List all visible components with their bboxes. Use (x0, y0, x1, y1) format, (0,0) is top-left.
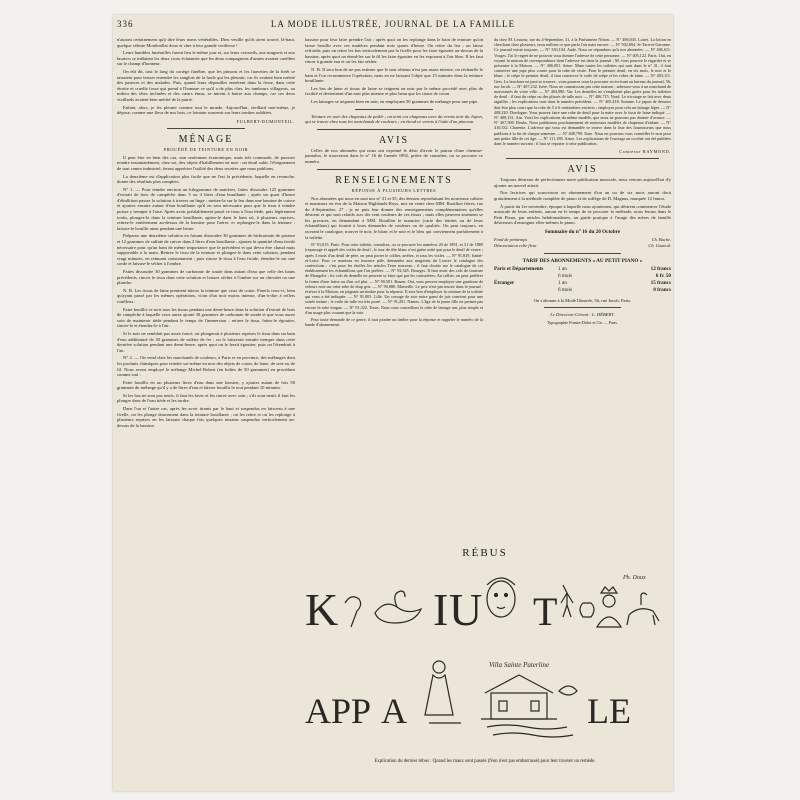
column-left (117, 37, 295, 430)
summary-label: Fond de printemps (494, 237, 528, 243)
section-title-avis-2: AVIS (567, 164, 598, 176)
paragraph: N° 2. — On vend chez les marchands de couleurs, à Paris et en province, des mélanges dont les produits chimiques pour teindre soi-même en noir des objets de coton, de laine, de soie ou de fil. Nous avons employé le mélange Michel-Robert (en boîtes de 50 grammes) en procédant comme suit : (117, 355, 295, 378)
paragraph: n'auront certainement qu'à dire leurs noms vénérables. Dieu veuille qu'ils aient trouvé, là-haut, quelque céleste Montbaillat doux et cher à leur grande vieillesse ! (117, 37, 295, 48)
svg-text:I: I (433, 584, 449, 635)
face-picture (487, 578, 515, 617)
paragraph: Faire bouillir ce noir tous les tissus pendant une demi-heure dans la solution d'extrait de bois de campêche à laquelle vous aurez ajouté 30 grammes de carbonate de soude et que vous aurez soin de maintenir tiède pendant le temps de l'immersion ; retirez le tissu, faites-le égoutter, rincez-le et étendez-le à l'air. (117, 306, 295, 329)
summary-label: Dénonciation celle fleur (494, 242, 537, 248)
tariff-row (494, 273, 671, 280)
paragraph: Nos abonnées qui nous en sont nos n° 31 et 35, des dessins reproduisant les nouveaux cahiers et manteaux en écu de la Maison Highlands-Roys, mis en vente chez MM. Rouillon frères, rue du 4-Septembre, 27 ; je ne puis leur donner des renseignements complémentaires qu'elles désirent et qui sont relatifs aux dix-cent couleurs de ces tissus ; mais elles peuvent aisément se les procurer, en demandant à MM. Rouillon le nuancier (carte des teintes ou de leurs échantillons) qui fournit à leurs demandes de couleurs ou de qualités. On peut toujours, en ouvrant le catalogue, trouver le noir, le blanc et le noir et le bleu qui conviennent parfaitement à la toilette. (305, 195, 483, 240)
paragraph: Si le noir ne semblait pas assez foncé, on plongerait à plusieurs reprises le tissu dans un bain d'eau additionné de 30 grammes de sulfate de fer ; on le laisserait ensuite tremper dans cette dernière solution pendant une demi-heure, après quoi on le ferait égoutter, puis on l'étendrait à l'air. (117, 330, 295, 353)
section-subtitle: PROCÉDÉ DE TEINTURE EN NOIR (163, 146, 249, 152)
rebus-caption: Explication du dernier rébus : Quand les maux sont passés (Non n'est pas embarrassé) pour leur trouver un remède. (374, 759, 596, 764)
paragraph: On eût dit, tout le long du cortège funèbre, que les pinsons et les fauvettes de la forêt se taisaient pour laisser entendre les sanglots de la foule qui les pleurait, car ils avaient bien mérité des pauvres et des malades. Puis, quand leurs dépouilles entrèrent dans la fosse, dans cette étroite et cruelle fosse qui prend à l'homme ce qu'il a de plus cher, les tambours villageois, au milieu des têtes inclinées et des cœurs émus, se mirent à battre aux champs, car ces deux vieillards avaient bien mérité de la patrie. (117, 68, 295, 102)
section-title-avis: AVIS (378, 134, 410, 146)
author-signature: FULBERT-DUMONTEIL. (236, 118, 295, 124)
summary-title: Sommaire du n° 16 du 20 Octobre (544, 229, 621, 236)
section-subtitle: RÉPONSE À PLUSIEURS LETTRES (351, 187, 437, 193)
summary-value: Ch. Gounod. (648, 242, 671, 248)
divider (167, 128, 245, 129)
tariff-zone: Paris et Départements (494, 265, 544, 272)
paragraph: Si les bas ne sont pas neufs, il faut les laver et les rincer avec soin ; s'ils sont neufs il faut les plonger dans de l'eau tiède et les tordre. (117, 392, 295, 404)
villa-picture (481, 675, 573, 737)
printer-line: Typographie Firmin-Didot et Cie — Paris. (546, 319, 619, 325)
section-title-renseignements: RENSEIGNEMENTS (335, 174, 453, 186)
divider (544, 253, 621, 254)
paragraph: Faire bouillir en un plusieurs litres d'eau dans une bassine, y ajouter autant de fois 50 grammes de mélange qu'il y a de litres d'eau et laisser bouillir le tout pendant 10 minutes. (117, 379, 295, 391)
tariff-row (494, 266, 671, 273)
paragraph: N. B. Il sera bon de ne pas estimer que le noir obtenu n'est pas assez intense, on réchauffe le bain et l'on recommence l'opération, mais en ne laissant l'objet que 15 minutes dans la teinture bouillante. (305, 66, 483, 84)
divider (317, 129, 471, 130)
column-right (494, 37, 671, 327)
paragraph: N° 1. — Pour teindre environ un kilogramme de matières, faites dissoudre 125 grammes d'extrait de bois de campêche dans 3 ou 4 litres d'eau bouillante ; après un quart d'heure d'ébullition passer la solution à travers un linge ; mettez-la sur le feu dans une bassine de cuivre et ajoutez ensuite autant d'eau bouillante qu'il en sera nécessaire pour que le tissu à teindre puisse y tremper à l'aise. Après avoir préalablement passé ce tissu à l'eau tiède, puis légèrement tordu, plongez-le dans la teinture bouillante, agitez-le dans le bain où, à plusieurs reprises, retirez-le entièrement au-dessus de la bassine pour l'aérer, et replongez-le dans la teinture ; laissez-le bouillir ainsi pendant une heure. (117, 186, 295, 231)
bird-picture (375, 591, 421, 623)
column-middle (305, 37, 483, 330)
rebus-title: RÉBUS (462, 547, 508, 559)
tariff-duration: 6 mois (558, 286, 572, 293)
newspaper-page (113, 15, 673, 791)
svg-text:K: K (305, 584, 339, 635)
tariff-price: 8 francs (653, 286, 671, 293)
paragraph: Teinture en noir des chapeaux de paille ; on teint ces chapeaux avec du vernis noir du Japon, qui se trouve chez tous les marchands de couleurs ; en étend ce vernis à l'aide d'un pinceau. (305, 113, 483, 125)
tariff-row (494, 280, 671, 287)
svg-text:LE: LE (587, 691, 631, 731)
tariff-zone: Étranger (494, 279, 515, 286)
paragraph: Préparez une deuxième solution en faisant dissoudre 30 grammes de bichromate de potasse et 12 grammes de sulfate de cuivre dans 2 litres d'eau bouillante ; ajoutez la quantité d'eau froide nécessaire pour qu'un bain de même importance que le précédent et qui devra être chaud mais supportable à la main. Retirez le tissu de la teinture et plongez-le dans cette solution, pendant vingt minutes, en remuant constamment ; puis rincez le tissu à l'eau froide, étendez-le sur une corde et laissez-le sécher à l'ombre. (117, 233, 295, 267)
tariff-price: 6 fr. 50 (655, 272, 671, 279)
tariff-zone (494, 273, 558, 280)
tariff-row (494, 287, 671, 294)
letter-k-glyph (305, 584, 338, 635)
artist-signature: Ph. Doux (623, 575, 646, 581)
paragraph: Faites dissoudre 30 grammes de carbonate de soude dans autant d'eau que celle des bains précédents, rincez le tissu dans cette solution et laissez sécher à l'ombre sur un chevalet ou une planche. (117, 269, 295, 286)
svg-text:T: T (533, 589, 558, 634)
paragraph: Dans l'un et l'autre cas, après les avoir tirants par le haut et suspendus en faisceau à une ficelle, on les plonge doucement dans la teinture bouillante ; on les retire et on les replonge à plusieurs reprises en les laissant chaque fois quelques instants suspendus verticalement au-dessus de la bassine. (117, 406, 295, 428)
rebus-puzzle (301, 547, 669, 791)
summary-row (494, 243, 671, 249)
king-picture (597, 587, 621, 627)
paragraph: Les bas de laine et tissus de laine se teignent en noir par le même procédé avec plus de facilité et deviennent d'un noir plus intense et plus beau que les tissus de coton. (305, 85, 483, 97)
paragraph: Pour toute demande de ce genre, il faut joindre un timbre pour la réponse et rappeler le numéro de la bande d'abonnement. (305, 317, 483, 328)
villa-label: Villa Sainte Paterline (489, 661, 550, 669)
paragraph: N. B. Les tissus de laine prennent mieux la teinture que ceux de coton. Pareils ceux-ci, bien qu'ayant passé par les mêmes opérations, n'ont d'un noir moins intense, d'un-à-dire à reflets rouilleux. (117, 287, 295, 304)
tariff-duration: 1 an (558, 279, 567, 286)
director-line: Le Directeur-Gérant : L. HÉBERT. (550, 312, 615, 318)
section-title-menage: MÉNAGE (178, 133, 234, 145)
paragraph: Enfant, alors, je les pleurer comme tout le monde. Aujourd'hui, vieillard moi-même, je dépose, comme une fleur de nos bois, ce lointain souvenir sur leurs tombes oubliées. (117, 104, 295, 116)
tariff-zone (494, 287, 558, 294)
subscription-note: On s'abonne à la Mode Illustrée, 56, rue Jacob, Paris. (533, 297, 632, 303)
horse-rider-picture (627, 593, 659, 625)
journal-title: LA MODE ILLUSTRÉE, JOURNAL DE LA FAMILLE (270, 19, 516, 29)
paragraph: À partir du 1er novembre, époque à laquelle nous ajouterons, qui désirent commencer l'étude musicale de leurs enfants, auront en le temps de se procurer la méthode, nous ferons dans le Petit Piano, par articles hebdomadaires, un guide pratique à l'usage des mères de famille désireuses d'enseigner elles-mêmes le piano. (494, 203, 671, 226)
summary-value: Ch. Buche. (651, 237, 671, 243)
svg-text:APP: APP (305, 691, 372, 731)
page-number: 336 (117, 19, 134, 29)
paragraph: Leurs humbles funérailles furent lieu le même jour et, sur leurs cercueils, aux muguets et aux lauriers se mêlaient les deux croix éclatantes que les deux compagnons d'armes avaient cueillies sur le champ d'honneur. (117, 50, 295, 67)
divider (355, 109, 433, 110)
divider (506, 158, 659, 159)
paragraph: La deuxième est d'application plus facile que ne l'est la précédente, laquelle en revanche, donne des résultats plus complets. (117, 173, 295, 185)
tariff-price: 12 francs (650, 265, 671, 272)
divider (544, 307, 621, 308)
paragraph: bassine pour leur faire prendre l'air ; après quoi on les replonge dans le bain de teinture qu'on laisse bouillir avec ces matières pendant trois quarts d'heure. On retire du feu ; on laisse refroidir, puis on retire les bas verticalement par la ficelle pour les faire égoutter au-dessus de la bassine, après quoi on étend-les sur le fil les faire égoutter en les exposant à l'air libre. Il les faut rincer à grande eau et on les fait sécher. (305, 37, 483, 65)
running-head (113, 19, 673, 33)
paragraph: Toujours désireux de perfectionner notre publication musicale, nous venons aujourd'hui d'y ajouter un nouvel attrait. (494, 177, 671, 188)
paragraph: Il peut être en bien des cas, non seulement économique, mais très commode, de pouvoir teindre instantanément, chez soi, des objets d'habillement en noir : un deuil subit, l'éloignement de tout centre industriel, feront apprécier l'utilité des deux recettes que nous publions. (117, 154, 295, 171)
paragraph: du chez M. Lesueur, rue du 4-Septembre, 31, à la Parfumerie Ninon. — N° 406,045. Loiret. La lotion en cherchant chez plusieurs, nous mêlons ce que parla l'air mais encore. — N° 502,694. St-Tarn-et-Garonne. Ce journal existe toujours. — N° 330,104. Aude. Nous ne répondons qu'à nos abonnées. — N° 406,611. Vosges. J'ai le regret de ne pouvoir vous donner l'adresse de cette personne. — N° 405,122. Paris. Oui, en voyant la maison de correspondance dont l'adresse est dans la journal ; M. vous pourrez le regarder et se présenter à la Maison. — N° 406,001. Seine. Mme toutes les toilettes qui sont dans le n° 41, il faut conserver une jupe plus courte pour la robe de visite. Pour le premier deuil, en six mois, le noir et le blanc ; le crêpe le premier deuil, il faut conserver le voile de crêpe et les robes de laine. — N° 403,111. Gers. La brochure ne peut se trouver ; vous pourrez vous la procurer en écrivant au bureau du journal, 56, rue Jacob. — N° 407,232. Isère. Nous ne connaissons pas cette maison ; adressez-vous à un marchand de nouveautés de votre ville. — N° 404,980. Var. Les dentelles ne s'emploient plus guère pour les toilettes de deuil ; il faut du crêpe ou des plissés de tulle noir. — N° 406,715. Nord. Le tricotage se fait avec deux aiguilles ; les explications sont dans le numéro précédent. — N° 405,418. Somme. Le jupon de dessous doit être plus court que la robe de 5 à 6 centimètres environ ; employez pour cela un lainage léger. — N° 408,220. Dordogne. Vous pouvez faire une robe de deuil pour la mère avec le tissu de laine indiqué. — N° 409,131. Ain. Voici les explications du même modèle, que nous ne pouvons pas donner d'avance. — N° 407,508. Doubs. Nous publierons prochainement de nouveaux modèles de chapeaux d'enfant. — N° 410,332. Charente. L'adresse qui vous est demandée se trouve dans la liste des fournisseurs que nous publions à la fin de chaque semestre. — N° 408,799. Eure. Nous ne pouvons vous conseiller le noir pour une petite fille de cet âge. — N° 111,188. Aisne. Les explications de l'ouvrage au crochet ont été publiées dans le numéro suivant ; il faut se reporter à cette publication. (494, 37, 671, 147)
divider (317, 169, 471, 170)
lady-picture (425, 661, 461, 723)
author-signature: Comtesse RAYMOND. (619, 149, 671, 155)
svg-text:A: A (381, 691, 407, 731)
tariff-duration: 6 mois (558, 272, 572, 279)
svg-text:U: U (449, 584, 483, 635)
paragraph: Nos lectrices qui souscriront un abonnement d'un an ou de six mois auront droit gratuitement à la méthode complète de piano et de solfège de D. Magnus, marquée 12 francs. (494, 190, 671, 202)
tariff-price: 15 francs (650, 279, 671, 286)
paragraph: Les lainages se teignent bien en noir, en employant 50 grammes de mélange pour une pipe. (311, 98, 479, 104)
rebus-illustration (301, 563, 669, 759)
paragraph: Celles de nos abonnées qui nous ont exprimé le désir d'avoir le patron d'une chemise-pantalon, le trouveront dans le n° 16 de l'année 1892, prière de consulter, ou se procurer ce numéro. (305, 147, 483, 164)
tariff-title: TARIF DES ABONNEMENTS « AU PETIT PIANO » (522, 257, 643, 264)
tariff-duration: 1 an (558, 265, 567, 272)
paragraph: N° 91,015. Paris. Pour cette toilette, consultez, ou se procurer les numéros 20 de 1891, et 31 de 1889 (repassage et apprêt des voiles de deuil ; le tour de tête blanc n'est guère usité que pour le deuil de veuve ; après 3 mois d'un deuil de père, on peut porter le collier, arrêtez, et tous les voiles. — N° 91,819. Isabel-et-Loire. Pour ce manteau en fourrure pâle, demandez aux magasins du Louvre le catalogue des confections ; c'est pour les étoffes les articles Terre nouveau ; il faut choisir sur le catalogue de cet établissement les échantillons que l'on préfère. — N° 92,345. Bourges. Il faut avoir des cols de fourrure de Mongolie ; les cols de dentelle ne peuvent se faire que par les couturières. Au collier, on peut préférer la forme d'une fraise ou d'un col plat. — N° 90,501. Rouen. Oui, vous pouvez employer une garniture de velours noir sur cette robe de drap gris. — N° 90,880. Marseille. Le prix n'est pas inscrit dans le journal ; écrivez à la Maison, en joignant un timbre pour la réponse. Il sera bon d'employer la ceinture de la toilette qui vous a été indiquée. — N° 91,003. Lille. Un corsage de soie noire garni de jais convient pour une soirée intime ; le voile de tulle est très porté. — N° 91,201. Nantes. L'âge de la jeune fille ne permet pas encore la robe longue. — N° 91,322. Tours. Nous vous conseillons la robe de lainage uni, plus simple et d'un usage plus courant que la soie. (305, 242, 483, 315)
